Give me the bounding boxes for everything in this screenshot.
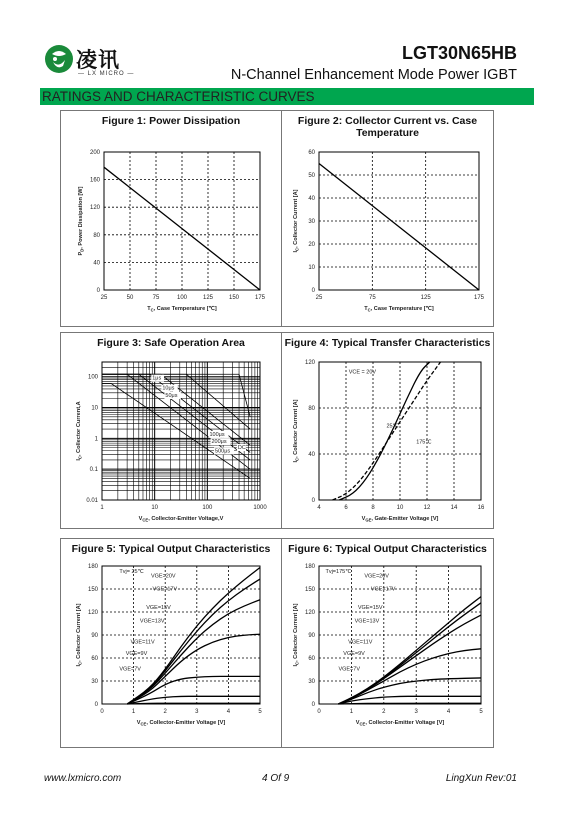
y-axis-label: $I_C$, Collector Current [A] xyxy=(293,189,300,253)
y-tick-label: 90 xyxy=(91,633,98,639)
series-line xyxy=(338,615,481,704)
y-tick-label: 160 xyxy=(89,177,100,184)
annotation-label: 500μs xyxy=(215,448,231,455)
series-line xyxy=(333,362,441,500)
y-axis-label: $I_C$, Collector Current [A] xyxy=(76,603,83,667)
x-axis-label: $T_C$, Case Temperature [℃] xyxy=(364,306,434,313)
x-tick-label: 2 xyxy=(163,709,167,715)
x-tick-label: 25 xyxy=(315,295,323,301)
x-tick-label: 3 xyxy=(414,709,418,715)
x-tick-label: 10 xyxy=(396,505,404,511)
y-tick-label: 0 xyxy=(311,498,315,504)
series-line xyxy=(319,164,479,291)
annotation-label: VGE=15V xyxy=(146,604,171,611)
y-tick-label: 30 xyxy=(308,219,315,225)
y-tick-label: 60 xyxy=(91,656,98,662)
y-axis-label: $I_C$, Collector Current,A xyxy=(76,401,83,461)
x-tick-label: 12 xyxy=(423,505,431,511)
series-line xyxy=(339,362,429,500)
figure-6-title: Figure 6: Typical Output Characteristics xyxy=(288,543,487,555)
annotation-label: VGE=17V xyxy=(152,586,178,593)
y-tick-label: 10 xyxy=(91,405,98,412)
x-tick-label: 14 xyxy=(450,505,458,511)
y-tick-label: 20 xyxy=(308,242,315,248)
x-tick-label: 2 xyxy=(382,709,386,715)
power-dissipation-chart xyxy=(62,140,280,324)
figure-1-title: Figure 1: Power Dissipation xyxy=(101,115,241,127)
section-title: RATINGS AND CHARACTERISTIC CURVES xyxy=(40,88,534,105)
annotation-label: VCE = 20V xyxy=(348,369,377,376)
y-tick-label: 10 xyxy=(308,265,315,271)
y-tick-label: 0.01 xyxy=(86,498,98,504)
annotation-label: VGE=13V xyxy=(354,618,380,625)
y-tick-label: 0.1 xyxy=(89,467,98,474)
y-axis-label: $I_C$, Collector Current [A] xyxy=(293,399,300,463)
x-axis-label: $V_{CE}$, Collector-Emitter Voltage [V] xyxy=(136,720,226,727)
y-tick-label: 90 xyxy=(308,633,315,639)
annotation-label: Tvj= 25℃ xyxy=(119,568,144,575)
x-tick-label: 5 xyxy=(258,709,262,715)
footer-website: www.lxmicro.com xyxy=(44,773,122,784)
figure-4-title: Figure 4: Typical Transfer Characteristics xyxy=(284,337,491,349)
x-axis-label: $V_{GE}$, Gate-Emitter Voltage [V] xyxy=(361,516,439,523)
y-tick-label: 0 xyxy=(311,288,315,294)
annotation-label: VGE=11V xyxy=(130,639,155,646)
x-tick-label: 5 xyxy=(479,709,483,715)
x-tick-label: 150 xyxy=(228,295,240,301)
x-tick-label: 100 xyxy=(202,505,213,511)
annotation-label: Tvj=175℃ xyxy=(325,568,352,575)
annotation-label: VGE=7V xyxy=(338,666,361,673)
y-tick-label: 120 xyxy=(87,610,98,616)
y-axis-label: $I_C$, Collector Current [A] xyxy=(293,603,300,667)
company-name-cn: 凌讯 xyxy=(76,47,120,72)
figure-3-title: Figure 3: Safe Operation Area xyxy=(97,337,245,349)
x-axis-label: $T_C$, Case Temperature [℃] xyxy=(147,306,217,313)
annotation-label: DC xyxy=(237,445,246,452)
transfer-characteristics-chart xyxy=(283,350,492,526)
x-tick-label: 10 xyxy=(151,505,159,511)
y-tick-label: 100 xyxy=(87,374,98,381)
y-tick-label: 40 xyxy=(308,196,315,202)
annotation-label: VGE=20V xyxy=(150,573,176,580)
x-tick-label: 125 xyxy=(202,295,214,301)
annotation-label: 200μs xyxy=(211,439,227,446)
x-axis-label: $V_{CE}$, Collector-Emitter Voltage [V] xyxy=(355,720,445,727)
annotation-label: VGE=7V xyxy=(119,666,141,673)
output-characteristics-175c-chart xyxy=(283,556,492,746)
annotation-label: VGE=9V xyxy=(125,650,148,657)
y-tick-label: 150 xyxy=(87,587,98,593)
x-tick-label: 6 xyxy=(344,505,348,511)
x-tick-label: 3 xyxy=(195,709,199,715)
annotation-label: 100μs xyxy=(209,431,225,438)
y-tick-label: 180 xyxy=(87,564,98,570)
x-tick-label: 4 xyxy=(446,709,451,715)
y-tick-label: 50 xyxy=(308,173,315,179)
y-tick-label: 30 xyxy=(308,679,315,685)
annotation-label: 25℃ xyxy=(386,423,399,430)
y-tick-label: 40 xyxy=(308,452,315,458)
x-tick-label: 1 xyxy=(349,709,354,715)
annotation-label: VGE=20V xyxy=(364,573,389,580)
y-tick-label: 0 xyxy=(94,702,98,708)
x-tick-label: 175 xyxy=(254,295,266,301)
annotation-label: 10μs xyxy=(162,385,175,392)
x-tick-label: 1 xyxy=(100,505,104,511)
collector-current-vs-temp-chart xyxy=(283,140,492,324)
annotation-label: 1μs xyxy=(152,375,162,382)
x-axis-label: $V_{CE}$, Collector-Emitter Voltage,V xyxy=(138,516,224,523)
y-tick-label: 80 xyxy=(308,406,315,412)
y-tick-label: 60 xyxy=(308,150,315,156)
x-tick-label: 175 xyxy=(473,295,485,301)
part-number: LGT30N65HB xyxy=(401,43,517,63)
x-tick-label: 4 xyxy=(226,709,231,715)
y-tick-label: 200 xyxy=(89,150,100,156)
y-tick-label: 30 xyxy=(91,679,98,685)
figure-5-title: Figure 5: Typical Output Characteristics xyxy=(71,543,271,555)
y-axis-label: $P_D$, Power Dissipation [W] xyxy=(78,186,85,256)
safe-operation-area-chart xyxy=(62,350,280,526)
series-line xyxy=(102,374,250,429)
footer-page-number: 4 Of 9 xyxy=(262,773,290,784)
y-tick-label: 120 xyxy=(304,610,315,616)
x-tick-label: 100 xyxy=(176,295,188,301)
x-tick-label: 125 xyxy=(420,295,431,301)
annotation-label: VGE=13V xyxy=(139,618,165,625)
x-tick-label: 75 xyxy=(368,295,376,301)
y-tick-label: 40 xyxy=(93,260,100,267)
y-tick-label: 1 xyxy=(94,436,98,443)
x-tick-label: 4 xyxy=(317,505,321,511)
x-tick-label: 75 xyxy=(152,295,160,301)
x-tick-label: 50 xyxy=(126,295,134,301)
y-tick-label: 120 xyxy=(304,360,315,366)
x-tick-label: 1 xyxy=(131,709,136,715)
annotation-label: VGE=11V xyxy=(348,639,373,646)
y-tick-label: 120 xyxy=(89,205,100,212)
device-description: N-Channel Enhancement Mode Power IGBT xyxy=(230,67,517,83)
x-tick-label: 1000 xyxy=(253,505,267,511)
x-tick-label: 16 xyxy=(477,505,485,511)
company-name-en: — LX MICRO — xyxy=(78,71,135,77)
annotation-label: VGE=17V xyxy=(370,586,396,593)
x-tick-label: 0 xyxy=(100,709,104,715)
y-tick-label: 80 xyxy=(93,232,100,239)
y-tick-label: 0 xyxy=(311,702,315,708)
x-tick-label: 8 xyxy=(371,505,375,511)
output-characteristics-25c-chart xyxy=(62,556,280,746)
x-tick-label: 25 xyxy=(100,295,108,301)
y-tick-label: 0 xyxy=(96,288,100,294)
y-tick-label: 60 xyxy=(308,656,315,662)
y-tick-label: 180 xyxy=(304,564,315,570)
annotation-label: 50μs xyxy=(165,392,178,399)
figure-2-title: Figure 2: Collector Current vs. Case Temperature xyxy=(297,115,478,139)
annotation-label: 175℃ xyxy=(416,439,432,446)
annotation-label: VGE=9V xyxy=(343,650,365,657)
company-logo-icon xyxy=(44,44,74,74)
annotation-label: VGE=15V xyxy=(357,604,383,611)
y-tick-label: 150 xyxy=(304,587,315,593)
footer-revision: LingXun Rev:01 xyxy=(445,773,517,784)
x-tick-label: 0 xyxy=(317,709,321,715)
